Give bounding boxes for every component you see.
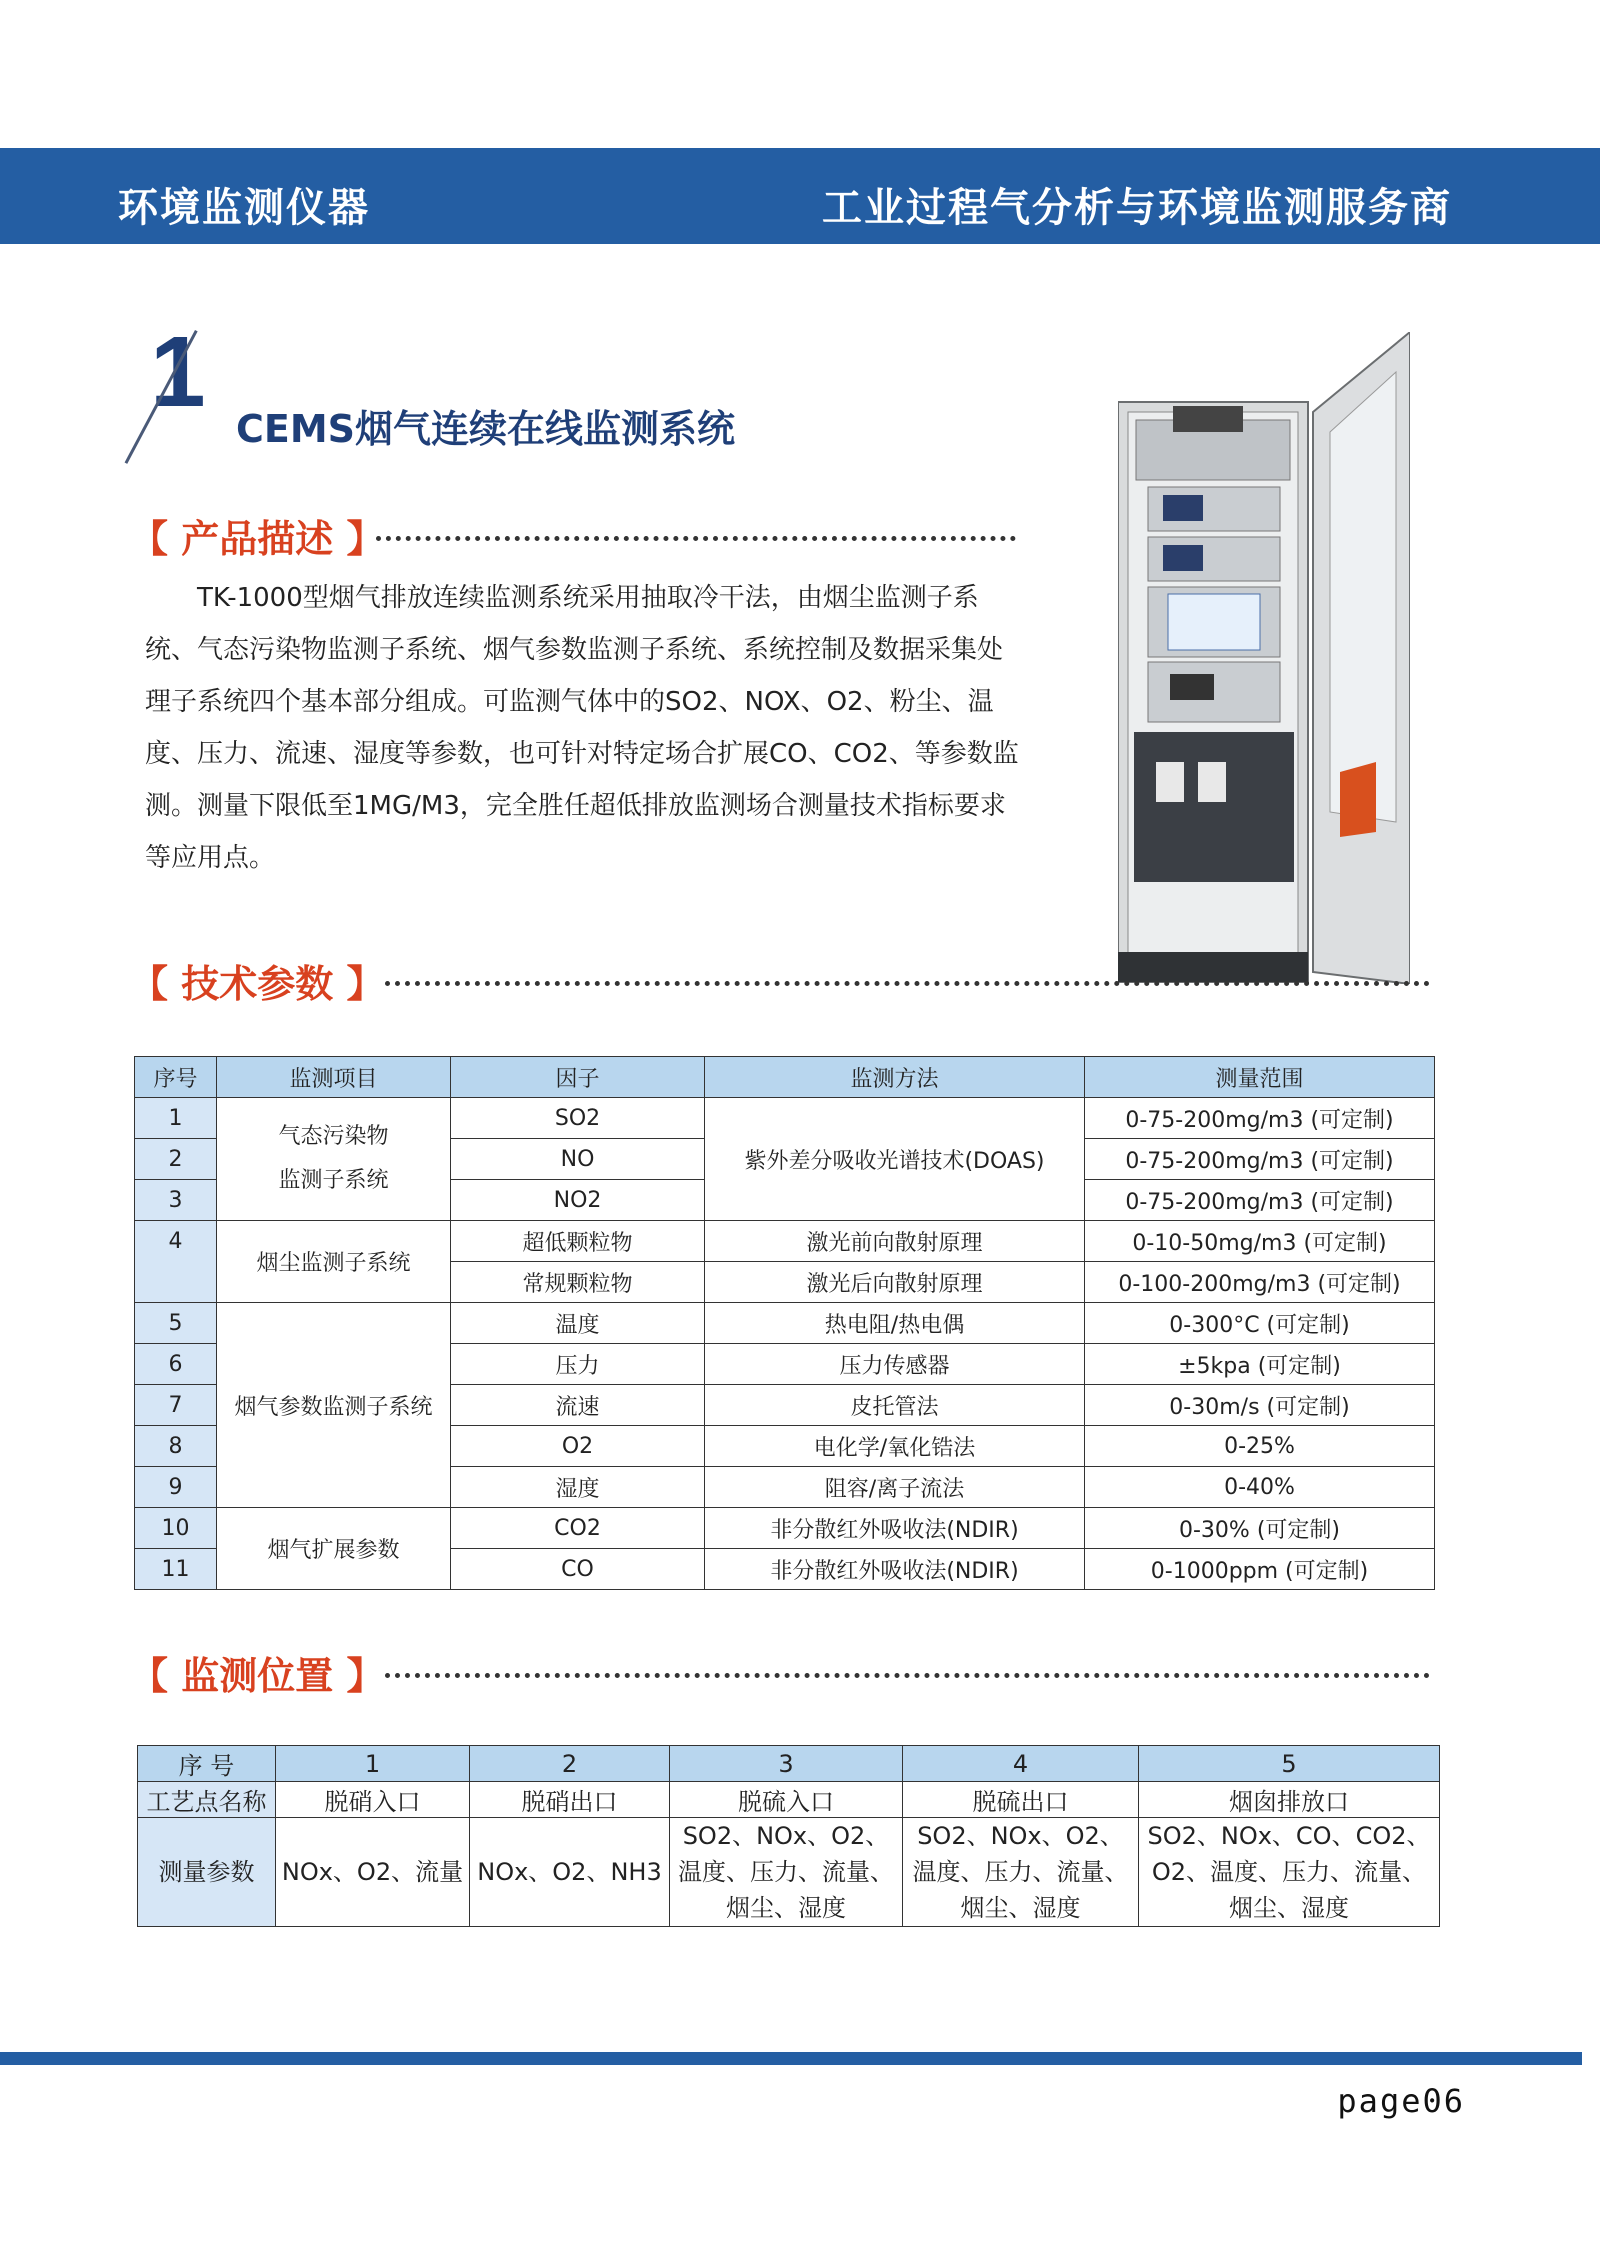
measure-params: NOx、O2、流量 <box>276 1818 470 1927</box>
factor-cell: CO2 <box>451 1508 705 1549</box>
table-row <box>135 1303 1435 1344</box>
method-cell: 热电阻/热电偶 <box>705 1303 1085 1344</box>
process-point-name: 烟囱排放口 <box>1139 1782 1440 1818</box>
header-right-title: 工业过程气分析与环境监测服务商 <box>822 185 1452 231</box>
range-cell: ±5kpa (可定制) <box>1085 1344 1435 1385</box>
measure-params: SO2、NOx、O2、温度、压力、流量、烟尘、湿度 <box>903 1818 1139 1927</box>
table-row <box>135 1508 1435 1549</box>
table-row <box>135 1221 1435 1262</box>
range-cell: 0-300°C (可定制) <box>1085 1303 1435 1344</box>
product-desc-text <box>145 572 1025 884</box>
method-cell: 电化学/氧化锆法 <box>705 1426 1085 1467</box>
method-cell: 非分散红外吸收法(NDIR) <box>705 1549 1085 1590</box>
row-label-params: 测量参数 <box>138 1818 276 1927</box>
section-title: CEMS烟气连续在线监测系统 <box>236 407 736 451</box>
method-cell: 激光后向散射原理 <box>705 1262 1085 1303</box>
tech-params-heading: 【 技术参数 】 <box>130 962 385 1006</box>
factor-cell: 常规颗粒物 <box>451 1262 705 1303</box>
header-left-title: 环境监测仪器 <box>118 185 370 231</box>
range-cell: 0-75-200mg/m3 (可定制) <box>1085 1098 1435 1139</box>
method-cell: 压力传感器 <box>705 1344 1085 1385</box>
col-no: 4 <box>903 1746 1139 1782</box>
process-point-name: 脱硝出口 <box>470 1782 670 1818</box>
table-header-row <box>135 1057 1435 1098</box>
row-no: 1 <box>135 1098 217 1139</box>
location-table <box>137 1745 1440 1927</box>
range-cell: 0-10-50mg/m3 (可定制) <box>1085 1221 1435 1262</box>
header-bar <box>0 148 1600 244</box>
process-point-name: 脱硫出口 <box>903 1782 1139 1818</box>
row-label-name: 工艺点名称 <box>138 1782 276 1818</box>
group-cell: 烟尘监测子系统 <box>217 1221 451 1303</box>
method-cell: 阻容/离子流法 <box>705 1467 1085 1508</box>
factor-cell: CO <box>451 1549 705 1590</box>
factor-cell: NO2 <box>451 1180 705 1221</box>
location-params-row <box>138 1818 1440 1927</box>
factor-cell: 压力 <box>451 1344 705 1385</box>
cems-cabinet-image <box>1118 332 1410 984</box>
dotted-leader <box>385 1673 1430 1678</box>
row-no: 7 <box>135 1385 217 1426</box>
range-cell: 0-40% <box>1085 1467 1435 1508</box>
header-cell-item: 监测项目 <box>217 1057 451 1098</box>
row-label-no: 序 号 <box>138 1746 276 1782</box>
row-no: 4 <box>135 1221 217 1303</box>
range-cell: 0-1000ppm (可定制) <box>1085 1549 1435 1590</box>
row-no: 8 <box>135 1426 217 1467</box>
range-cell: 0-100-200mg/m3 (可定制) <box>1085 1262 1435 1303</box>
row-no: 11 <box>135 1549 217 1590</box>
row-no: 5 <box>135 1303 217 1344</box>
tech-params-table <box>134 1056 1435 1590</box>
col-no: 5 <box>1139 1746 1440 1782</box>
table-row <box>135 1098 1435 1139</box>
section-number: 1 <box>150 316 206 428</box>
factor-cell: NO <box>451 1139 705 1180</box>
row-no: 10 <box>135 1508 217 1549</box>
range-cell: 0-30m/s (可定制) <box>1085 1385 1435 1426</box>
factor-cell: 超低颗粒物 <box>451 1221 705 1262</box>
process-point-name: 脱硝入口 <box>276 1782 470 1818</box>
process-point-name: 脱硫入口 <box>670 1782 903 1818</box>
factor-cell: SO2 <box>451 1098 705 1139</box>
page-number: page06 <box>1337 2082 1465 2120</box>
range-cell: 0-75-200mg/m3 (可定制) <box>1085 1180 1435 1221</box>
range-cell: 0-75-200mg/m3 (可定制) <box>1085 1139 1435 1180</box>
header-cell-range: 测量范围 <box>1085 1057 1435 1098</box>
row-no: 3 <box>135 1180 217 1221</box>
range-cell: 0-25% <box>1085 1426 1435 1467</box>
col-no: 3 <box>670 1746 903 1782</box>
range-cell: 0-30% (可定制) <box>1085 1508 1435 1549</box>
location-heading: 【 监测位置 】 <box>130 1654 385 1698</box>
row-no: 2 <box>135 1139 217 1180</box>
header-cell-no: 序号 <box>135 1057 217 1098</box>
col-no: 1 <box>276 1746 470 1782</box>
group-cell: 气态污染物 监测子系统 <box>217 1098 451 1221</box>
dotted-leader <box>376 536 1016 541</box>
method-cell: 非分散红外吸收法(NDIR) <box>705 1508 1085 1549</box>
measure-params: SO2、NOx、CO、CO2、O2、温度、压力、流量、烟尘、湿度 <box>1139 1818 1440 1927</box>
factor-cell: 湿度 <box>451 1467 705 1508</box>
factor-cell: 流速 <box>451 1385 705 1426</box>
row-no: 6 <box>135 1344 217 1385</box>
product-desc-heading: 【 产品描述 】 <box>130 517 385 561</box>
location-name-row <box>138 1782 1440 1818</box>
measure-params: NOx、O2、NH3 <box>470 1818 670 1927</box>
group-cell: 烟气参数监测子系统 <box>217 1303 451 1508</box>
group-cell: 烟气扩展参数 <box>217 1508 451 1590</box>
factor-cell: 温度 <box>451 1303 705 1344</box>
col-no: 2 <box>470 1746 670 1782</box>
header-cell-factor: 因子 <box>451 1057 705 1098</box>
dotted-leader <box>385 981 1430 986</box>
location-no-row <box>138 1746 1440 1782</box>
method-cell: 皮托管法 <box>705 1385 1085 1426</box>
product-desc-paragraph: TK-1000型烟气排放连续监测系统采用抽取冷干法，由烟尘监测子系统、气态污染物监测子系统、烟气参数监测子系统、系统控制及数据采集处理子系统四个基本部分组成。可监测气体中的SO2、NOX、O2、粉尘、温度、压力、流速、湿度等参数，也可针对特定场合扩展CO、CO2、等参数监测。测量下限低至1MG/M3，完全胜任超低排放监测场合测量技术指标要求等应用点。 <box>145 583 1019 873</box>
measure-params: SO2、NOx、O2、温度、压力、流量、烟尘、湿度 <box>670 1818 903 1927</box>
header-cell-method: 监测方法 <box>705 1057 1085 1098</box>
factor-cell: O2 <box>451 1426 705 1467</box>
method-cell: 激光前向散射原理 <box>705 1221 1085 1262</box>
footer-bar <box>0 2052 1582 2065</box>
method-cell: 紫外差分吸收光谱技术(DOAS) <box>705 1098 1085 1221</box>
row-no: 9 <box>135 1467 217 1508</box>
